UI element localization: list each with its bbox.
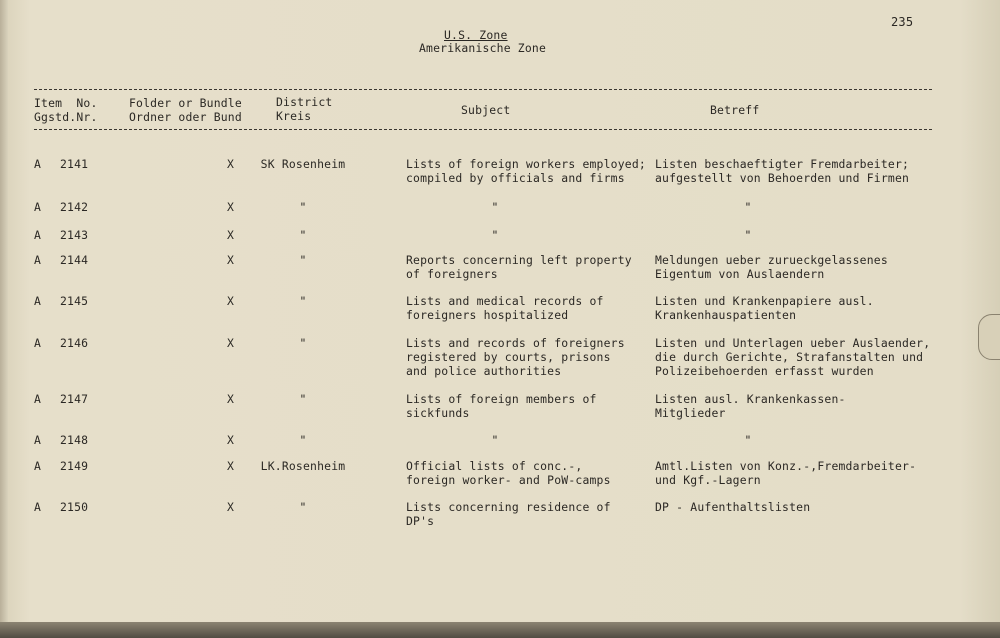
subject-line: compiled by officials and firms	[406, 171, 625, 185]
folder-mark: X	[227, 336, 235, 350]
betreff-text	[655, 157, 909, 185]
item-type: A	[34, 294, 42, 308]
subject-line: Official lists of conc.-,	[406, 459, 583, 473]
betreff-line: die durch Gerichte, Strafanstalten und	[655, 350, 924, 364]
item-number: 2142	[60, 200, 89, 214]
item-type: A	[34, 459, 42, 473]
item-type: A	[34, 336, 42, 350]
subject-line: DP's	[406, 514, 435, 528]
subject-line: Lists of foreign workers employed;	[406, 157, 646, 171]
item-number: 2148	[60, 433, 89, 447]
district-kreis: "	[299, 253, 307, 267]
zone-title-english: U.S. Zone	[444, 28, 508, 42]
header-item: Item No. Ggstd.Nr.	[34, 96, 98, 124]
paper-clip-tab	[978, 314, 1000, 360]
book-bottom-edge	[0, 622, 1000, 638]
item-number: 2149	[60, 459, 89, 473]
betreff-line: aufgestellt von Behoerden und Firmen	[655, 171, 910, 185]
subject-line: Reports concerning left property	[406, 253, 632, 267]
item-type: A	[34, 200, 42, 214]
item-number: 2147	[60, 392, 89, 406]
item-number: 2150	[60, 500, 89, 514]
item-number: 2145	[60, 294, 89, 308]
folder-mark: X	[227, 500, 235, 514]
betreff-line: Listen ausl. Krankenkassen-	[655, 392, 846, 406]
betreff-line: Listen und Krankenpapiere ausl.	[655, 294, 874, 308]
subject-line: Lists concerning residence of	[406, 500, 611, 514]
district-kreis: "	[299, 228, 307, 242]
table-row	[0, 336, 1000, 396]
header-top-rule	[34, 89, 932, 90]
folder-mark: X	[227, 459, 235, 473]
folder-mark: X	[227, 253, 235, 267]
betreff-line: Listen und Unterlagen ueber Auslaender,	[655, 336, 931, 350]
subject-text	[406, 157, 646, 185]
betreff-text	[655, 336, 930, 378]
item-type: A	[34, 392, 42, 406]
page-number: 235	[891, 15, 914, 29]
betreff-text	[655, 459, 916, 487]
district-kreis: SK Rosenheim	[260, 157, 346, 171]
header-folder: Folder or Bundle Ordner oder Bund	[129, 96, 242, 124]
betreff-line: Polizeibehoerden erfasst wurden	[655, 364, 874, 378]
item-type: A	[34, 253, 42, 267]
district-kreis: "	[299, 336, 307, 350]
folder-mark: X	[227, 157, 235, 171]
betreff-line: Listen beschaeftigter Fremdarbeiter;	[655, 157, 910, 171]
betreff-text	[733, 228, 763, 242]
subject-text	[480, 433, 510, 447]
betreff-line: und Kgf.-Lagern	[655, 473, 761, 487]
district-kreis: "	[299, 294, 307, 308]
folder-mark: X	[227, 294, 235, 308]
subject-text	[406, 459, 611, 487]
betreff-line: DP - Aufenthaltslisten	[655, 500, 811, 514]
item-type: A	[34, 500, 42, 514]
subject-text	[480, 200, 510, 214]
header-bottom-rule	[34, 129, 932, 130]
subject-line: foreigners hospitalized	[406, 308, 569, 322]
betreff-text	[655, 294, 874, 322]
subject-line: "	[491, 200, 499, 214]
item-type: A	[34, 157, 42, 171]
betreff-text	[733, 200, 763, 214]
subject-line: registered by courts, prisons	[406, 350, 611, 364]
subject-text	[406, 392, 597, 420]
item-type: A	[34, 433, 42, 447]
subject-line: Lists and medical records of	[406, 294, 604, 308]
betreff-text	[655, 392, 846, 420]
header-subject: Subject	[461, 103, 511, 117]
subject-text	[406, 500, 611, 528]
item-number: 2144	[60, 253, 89, 267]
betreff-text	[733, 433, 763, 447]
betreff-line: "	[744, 200, 752, 214]
subject-line: and police authorities	[406, 364, 562, 378]
betreff-text	[655, 253, 888, 281]
subject-line: sickfunds	[406, 406, 470, 420]
folder-mark: X	[227, 392, 235, 406]
subject-text	[406, 294, 604, 322]
folder-mark: X	[227, 200, 235, 214]
betreff-line: Eigentum von Auslaendern	[655, 267, 825, 281]
district-kreis: LK.Rosenheim	[260, 459, 346, 473]
folder-mark: X	[227, 433, 235, 447]
betreff-line: "	[744, 433, 752, 447]
betreff-line: Amtl.Listen von Konz.-,Fremdarbeiter-	[655, 459, 917, 473]
item-number: 2146	[60, 336, 89, 350]
subject-line: Lists and records of foreigners	[406, 336, 625, 350]
subject-line: Lists of foreign members of	[406, 392, 597, 406]
subject-text	[480, 228, 510, 242]
betreff-line: "	[744, 228, 752, 242]
district-kreis: "	[299, 200, 307, 214]
folder-mark: X	[227, 228, 235, 242]
betreff-line: Mitglieder	[655, 406, 726, 420]
item-type: A	[34, 228, 42, 242]
district-kreis: "	[299, 500, 307, 514]
betreff-text	[655, 500, 810, 514]
subject-line: foreign worker- and PoW-camps	[406, 473, 611, 487]
item-number: 2143	[60, 228, 89, 242]
subject-line: "	[491, 228, 499, 242]
header-betreff: Betreff	[710, 103, 760, 117]
header-district: District Kreis	[276, 95, 333, 123]
zone-title-german: Amerikanische Zone	[419, 41, 547, 55]
subject-line: "	[491, 433, 499, 447]
betreff-line: Krankenhauspatienten	[655, 308, 797, 322]
district-kreis: "	[299, 392, 307, 406]
table-row	[0, 500, 1000, 560]
subject-text	[406, 336, 625, 378]
subject-line: of foreigners	[406, 267, 498, 281]
betreff-line: Meldungen ueber zurueckgelassenes	[655, 253, 888, 267]
item-number: 2141	[60, 157, 89, 171]
subject-text	[406, 253, 632, 281]
district-kreis: "	[299, 433, 307, 447]
